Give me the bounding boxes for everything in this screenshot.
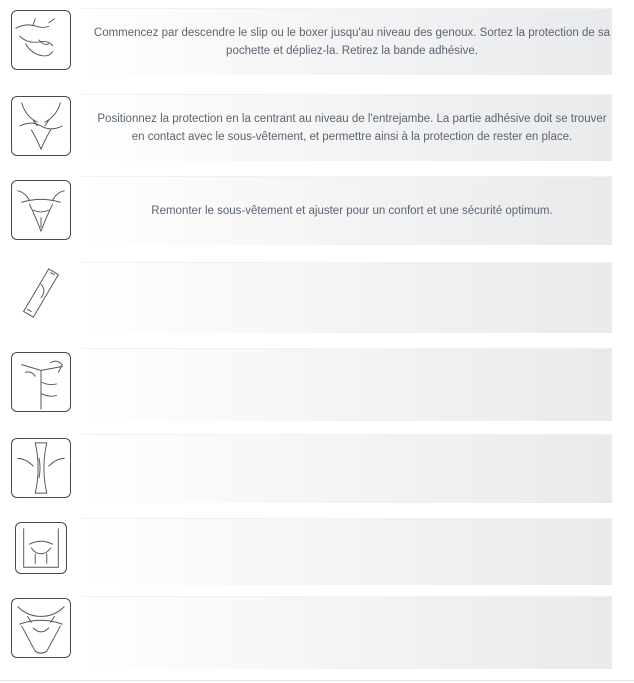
- step-text-1: Commencez par descendre le slip ou le boxer jusqu'au niveau des genoux. Sortez la protection de sa pochette et dépliez-la. Retirez la bande adhésive.: [93, 27, 611, 57]
- pad-unfolded-icon: [11, 264, 71, 324]
- step-text-3: Remonter le sous-vêtement et ajuster pour un confort et une sécurité optimum.: [151, 205, 553, 217]
- step-band-8: [82, 596, 612, 669]
- step-text-2: Positionnez la protection en la centrant au niveau de l'entrejambe. La partie adhésive doit se trouver en contact avec le sous-vêtement, et permettre ainsi à la protection de rester en place.: [97, 113, 607, 143]
- step-row-4: [0, 262, 634, 332]
- step-row-1: [0, 8, 634, 74]
- pad-placing-icon: [15, 522, 67, 574]
- step-row-3: [0, 176, 634, 244]
- underwear-lowering-icon: [11, 10, 71, 70]
- step-row-7: [0, 518, 634, 584]
- step-row-8: [0, 596, 634, 668]
- pad-shaping-hands-icon: [11, 438, 71, 498]
- step-band-1: [82, 8, 612, 75]
- step-band-7: [82, 518, 612, 585]
- pad-positioning-icon: [11, 96, 71, 156]
- underwear-raising-icon: [11, 180, 71, 240]
- step-row-6: [0, 434, 634, 502]
- step-row-2: [0, 94, 634, 160]
- brief-adjusting-icon: [11, 598, 71, 658]
- step-band-4: [82, 262, 612, 333]
- step-band-6: [82, 434, 612, 503]
- step-band-5: [82, 348, 612, 421]
- step-band-3: [82, 176, 612, 245]
- step-row-5: [0, 348, 634, 420]
- pad-unfolding-hands-icon: [11, 352, 71, 412]
- bottom-divider: [0, 680, 634, 681]
- step-band-2: [82, 94, 612, 161]
